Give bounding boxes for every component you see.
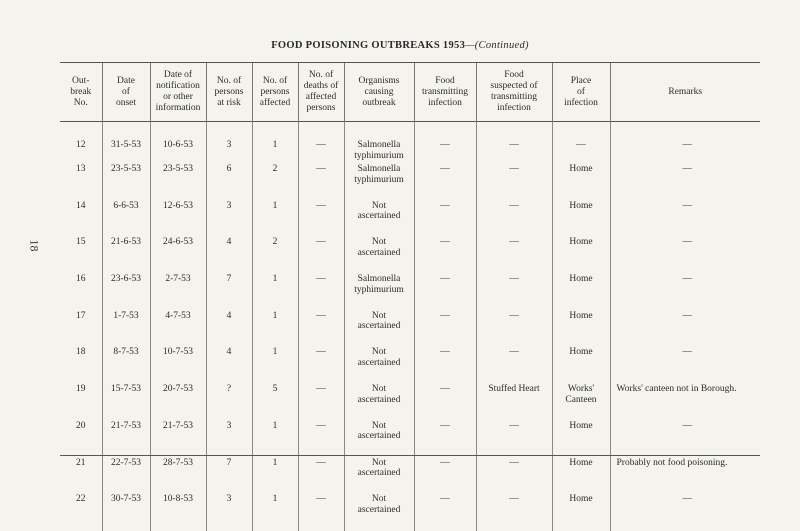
column-header: Remarks [610,63,760,122]
table-cell: 3 [206,421,252,458]
table-cell: 12-6-53 [150,201,206,238]
table-cell: Probably not food poisoning. [610,458,760,495]
table-cell: — [298,201,344,238]
table-cell: — [298,421,344,458]
table-cell: Home [552,458,610,495]
table-cell: Not ascertained [344,347,414,384]
outbreaks-table [60,63,760,531]
table-cell: — [476,311,552,348]
table-cell: 2 [252,164,298,201]
table-cell: — [414,494,476,531]
table-cell: — [298,384,344,421]
table-cell: 1 [252,311,298,348]
table-cell: Stuffed Heart [476,384,552,421]
table-cell: 1 [252,347,298,384]
table-cell: — [476,201,552,238]
table-cell: Not ascertained [344,494,414,531]
table-cell: 21 [76,457,86,468]
table-row [60,494,760,531]
table-cell: 16 [76,274,86,285]
table-cell: — [414,347,476,384]
table-cell: 21-7-53 [150,421,206,458]
column-header: Place of infection [552,63,610,122]
table-row [60,237,760,274]
table-cell: ? [206,384,252,421]
table-cell: — [298,274,344,311]
table-cell: — [476,122,552,165]
table-cell: 20-7-53 [150,384,206,421]
table-cell: 17 [76,310,86,321]
table-cell: — [414,164,476,201]
table-cell: 10-7-53 [150,347,206,384]
table-cell: — [298,122,344,165]
table-row [60,201,760,238]
table-cell: Home [552,421,610,458]
table-row [60,274,760,311]
table-cell: Not ascertained [344,458,414,495]
table-cell: 10-6-53 [150,122,206,165]
table-cell: Salmonella typhimurium [344,274,414,311]
table-cell: 28-7-53 [150,458,206,495]
table-row [60,122,760,165]
table-cell: 18 [76,347,86,358]
table-row [60,384,760,421]
table-cell: — [414,237,476,274]
table-cell: — [298,237,344,274]
table-cell: 23-5-53 [150,164,206,201]
table-cell: 1 [252,274,298,311]
table-cell: Salmonella typhimurium [344,164,414,201]
table-cell: — [610,347,760,384]
table-cell: — [414,274,476,311]
header-row [60,63,760,122]
table-cell: 21-7-53 [102,421,150,458]
table-row [60,311,760,348]
column-header: No. of deaths of affected persons [298,63,344,122]
table-cell: — [476,347,552,384]
column-header: Date of notification or other information [150,63,206,122]
table-cell: 15 [76,237,86,248]
table-cell: — [414,201,476,238]
page-title [0,40,800,51]
table-cell: 22 [76,494,86,505]
column-header: Organisms causing outbreak [344,63,414,122]
table-cell: 23-5-53 [102,164,150,201]
table-cell: 3 [206,122,252,165]
table-cell: 19 [76,384,86,395]
table-cell: — [610,201,760,238]
table-cell: 1 [252,494,298,531]
table-cell: Home [552,274,610,311]
table-cell: 15-7-53 [102,384,150,421]
table-cell: — [414,458,476,495]
table-cell: 1 [252,458,298,495]
table-cell: — [476,494,552,531]
table-cell: — [476,274,552,311]
column-header: Food suspected of transmitting infection [476,63,552,122]
table-cell: 1 [252,421,298,458]
table-row [60,421,760,458]
column-header: Food transmitting infection [414,63,476,122]
table-cell: 24-6-53 [150,237,206,274]
column-header: No. of persons affected [252,63,298,122]
table-cell: 3 [206,201,252,238]
column-header: No. of persons at risk [206,63,252,122]
table-cell: — [414,122,476,165]
table-cell: Not ascertained [344,384,414,421]
table-row [60,164,760,201]
table-cell: 21-6-53 [102,237,150,274]
table-cell: Home [552,494,610,531]
table-row [60,347,760,384]
table-bottom-rule [60,455,760,456]
table-cell: — [610,421,760,458]
table-cell: 23-6-53 [102,274,150,311]
table-cell: Not ascertained [344,311,414,348]
table-cell: — [476,458,552,495]
title-text: FOOD POISONING OUTBREAKS 1953 [271,40,466,51]
table-cell: — [610,311,760,348]
table-cell: — [414,384,476,421]
table-cell: — [476,421,552,458]
table-cell: 4-7-53 [150,311,206,348]
column-header: Date of onset [102,63,150,122]
table-cell: 1 [252,201,298,238]
table-cell: — [298,311,344,348]
table-cell: 10-8-53 [150,494,206,531]
title-continued: —(Continued) [465,40,529,51]
table-row [60,458,760,495]
table-cell: — [610,164,760,201]
table-body [60,122,760,531]
table-cell: — [298,494,344,531]
table-cell: — [610,122,760,165]
table-cell: 7 [206,274,252,311]
table-cell: Home [552,201,610,238]
table-cell: — [414,421,476,458]
table-cell: Home [552,237,610,274]
table-cell: Home [552,164,610,201]
table-cell: 14 [76,200,86,211]
table-cell: 12 [76,140,86,150]
table-cell: 3 [206,494,252,531]
table-cell: 2 [252,237,298,274]
table-cell: Not ascertained [344,237,414,274]
table-cell: — [476,237,552,274]
table-cell: — [298,347,344,384]
table-cell: 1 [252,122,298,165]
table-cell: 20 [76,420,86,431]
table-cell: 4 [206,347,252,384]
table-cell: — [298,164,344,201]
table-cell: 6-6-53 [102,201,150,238]
table-cell: 7 [206,458,252,495]
column-header: Out- break No. [70,75,92,108]
table-cell: — [298,458,344,495]
table-cell: 4 [206,237,252,274]
table-cell: Works' canteen not in Borough. [610,384,760,421]
table-cell: — [414,311,476,348]
table-cell: 22-7-53 [102,458,150,495]
table-cell: 1-7-53 [102,311,150,348]
table-cell: 8-7-53 [102,347,150,384]
table-cell: — [552,122,610,165]
table-cell: — [476,164,552,201]
table-cell: 31-5-53 [102,122,150,165]
table-cell: Home [552,311,610,348]
table-cell: Home [552,347,610,384]
table-cell: — [610,494,760,531]
table-cell: 30-7-53 [102,494,150,531]
table-cell: 6 [206,164,252,201]
table-cell: — [610,237,760,274]
table-cell: Works' Canteen [552,384,610,421]
table-cell: 4 [206,311,252,348]
table-cell: Salmonella typhimurium [344,122,414,165]
table-cell: 13 [76,164,86,174]
page-number: 18 [27,239,42,252]
table-cell: — [610,274,760,311]
table-cell: Not ascertained [344,201,414,238]
table-cell: 2-7-53 [150,274,206,311]
table-cell: Not ascertained [344,421,414,458]
table-cell: 5 [252,384,298,421]
